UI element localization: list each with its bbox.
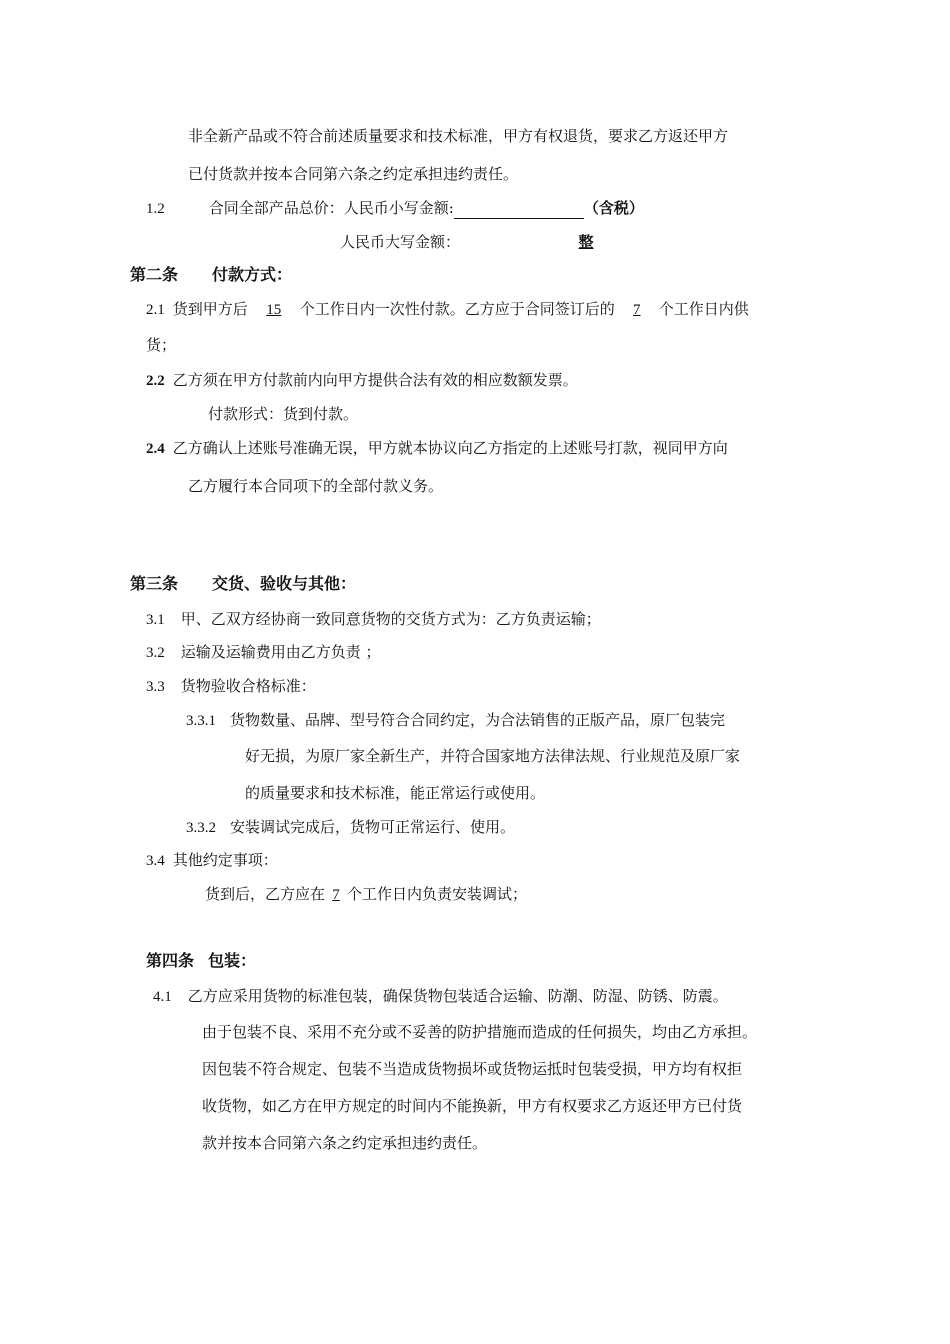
clause-1-2 bbox=[146, 198, 644, 219]
clause-text: 乙方履行本合同项下的全部付款义务。 bbox=[188, 477, 444, 495]
clause-text: 已付货款并按本合同第六条之约定承担违约责任。 bbox=[188, 165, 519, 183]
clause-text: 好无损，为原厂家全新生产，并符合国家地方法律法规、行业规范及原厂家 bbox=[245, 747, 741, 765]
upper-amount-blank bbox=[466, 232, 626, 252]
clause-number: 3.3 bbox=[146, 679, 165, 695]
amount-blank bbox=[454, 202, 584, 219]
clause-text: 乙方须在甲方付款前内向甲方提供合法有效的相应数额发票。 bbox=[172, 371, 578, 389]
payment-form: 付款形式：货到付款。 bbox=[208, 405, 359, 423]
clause-4-1 bbox=[153, 986, 728, 1007]
clause-text: 个工作日内一次性付款。乙方应于合同签订后的 bbox=[299, 300, 615, 318]
clause-number: 4.1 bbox=[153, 989, 172, 1005]
clause-3-3-1 bbox=[186, 710, 725, 731]
clause-number: 1.2 bbox=[146, 201, 165, 217]
install-days: 7 bbox=[332, 887, 340, 903]
clause-text: 乙方确认上述账号准确无误，甲方就本协议向乙方指定的上述账号打款，视同甲方向 bbox=[172, 439, 728, 457]
section-title-text: 付款方式： bbox=[212, 265, 293, 284]
section-4-heading bbox=[146, 951, 256, 971]
zheng-char: 整 bbox=[578, 233, 594, 251]
clause-text: 因包装不符合规定、包装不当造成货物损坏或货物运抵时包装受损，甲方均有权拒 bbox=[202, 1060, 743, 1078]
clause-text: 由于包装不良、采用不充分或不妥善的防护措施而造成的任何损失，均由乙方承担。 bbox=[202, 1023, 758, 1041]
clause-number: 3.4 bbox=[146, 853, 165, 869]
clause-number: 2.4 bbox=[146, 441, 165, 457]
payment-days: 15 bbox=[266, 302, 282, 318]
clause-2-1 bbox=[146, 299, 749, 320]
clause-number: 2.2 bbox=[146, 373, 165, 389]
clause-2-4 bbox=[146, 438, 728, 459]
clause-text: 乙方应采用货物的标准包装，确保货物包装适合运输、防潮、防湿、防锈、防震。 bbox=[187, 987, 728, 1005]
clause-text: 货到后，乙方应在 bbox=[205, 885, 326, 903]
clause-text: 款并按本合同第六条之约定承担违约责任。 bbox=[202, 1134, 488, 1152]
clause-number: 2.1 bbox=[146, 302, 165, 318]
clause-3-4 bbox=[146, 850, 278, 871]
clause-text: 的质量要求和技术标准，能正常运行或使用。 bbox=[245, 784, 546, 802]
clause-text: 货； bbox=[146, 336, 177, 354]
other-terms bbox=[205, 884, 527, 905]
clause-text: 安装调试完成后，货物可正常运行、使用。 bbox=[230, 818, 516, 836]
clause-text: 运输及运输费用由乙方负责 ； bbox=[180, 643, 381, 661]
section-title: 第三条 bbox=[130, 574, 179, 593]
clause-text: 收货物，如乙方在甲方规定的时间内不能换新，甲方有权要求乙方返还甲方已付货 bbox=[202, 1097, 743, 1115]
section-title: 第四条 bbox=[146, 951, 195, 970]
section-3-heading bbox=[130, 574, 356, 594]
section-2-heading bbox=[130, 265, 292, 285]
total-price-label: 合同全部产品总价：人民币小写金额: bbox=[208, 199, 454, 217]
clause-number: 3.1 bbox=[146, 612, 165, 628]
clause-text: 货到甲方后 bbox=[172, 300, 248, 318]
clause-text: 货物数量、品牌、型号符合合同约定，为合法销售的正版产品，原厂包装完 bbox=[230, 711, 726, 729]
clause-text: 其他约定事项： bbox=[172, 851, 278, 869]
clause-text: 非全新产品或不符合前述质量要求和技术标准，甲方有权退货，要求乙方返还甲方 bbox=[188, 127, 729, 145]
clause-number: 3.3.2 bbox=[186, 820, 216, 836]
clause-3-2 bbox=[146, 642, 381, 663]
amount-upper bbox=[340, 232, 626, 252]
clause-3-3-2 bbox=[186, 817, 515, 838]
clause-text: 甲、乙双方经协商一致同意货物的交货方式为：乙方负责运输； bbox=[180, 610, 601, 628]
upper-amount-label: 人民币大写金额： bbox=[340, 233, 461, 251]
clause-number: 3.2 bbox=[146, 645, 165, 661]
clause-3-1 bbox=[146, 609, 601, 630]
clause-3-3 bbox=[146, 676, 316, 697]
delivery-days: 7 bbox=[633, 302, 641, 318]
clause-text: 货物验收合格标准： bbox=[180, 677, 316, 695]
clause-2-2 bbox=[146, 370, 578, 391]
tax-note: （含税） bbox=[583, 199, 644, 217]
section-title-text: 交货、验收与其他： bbox=[212, 574, 357, 593]
clause-text: 个工作日内负责安装调试； bbox=[347, 885, 528, 903]
clause-text: 个工作日内供 bbox=[658, 300, 749, 318]
section-title-text: 包装： bbox=[208, 951, 257, 970]
clause-number: 3.3.1 bbox=[186, 713, 216, 729]
section-title: 第二条 bbox=[130, 265, 179, 284]
